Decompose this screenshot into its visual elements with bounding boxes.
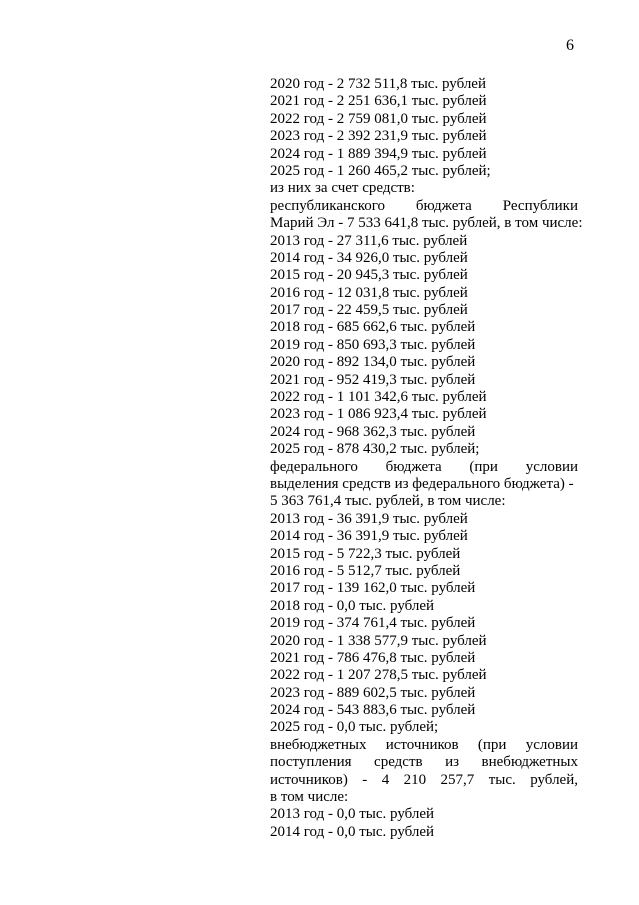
text-line: выделения средств из федерального бюджета) - — [270, 475, 574, 492]
text-line: 2024 год - 1 889 394,9 тыс. рублей — [270, 145, 487, 162]
text-line: 2018 год - 685 662,6 тыс. рублей — [270, 319, 476, 336]
text-line: источников) - 4 210 257,7 тыс. рублей, — [270, 771, 578, 788]
text-line: 2019 год - 374 761,4 тыс. рублей — [270, 615, 476, 632]
text-line: 2017 год - 22 459,5 тыс. рублей — [270, 302, 468, 319]
page-number: 6 — [566, 37, 574, 54]
text-line: 2019 год - 850 693,3 тыс. рублей — [270, 336, 476, 353]
text-line: 2023 год - 889 602,5 тыс. рублей — [270, 684, 476, 701]
text-line: поступления средств из внебюджетных — [270, 754, 578, 771]
text-line: 2020 год - 1 338 577,9 тыс. рублей — [270, 632, 487, 649]
text-line: внебюджетных источников (при условии — [270, 736, 578, 753]
text-line: 2025 год - 0,0 тыс. рублей; — [270, 719, 439, 736]
text-line: 2014 год - 36 391,9 тыс. рублей — [270, 528, 468, 545]
text-line: Марий Эл - 7 533 641,8 тыс. рублей, в том числе: — [270, 215, 583, 232]
text-line: 2014 год - 34 926,0 тыс. рублей — [270, 249, 468, 266]
text-line: 2018 год - 0,0 тыс. рублей — [270, 597, 435, 614]
text-line: 2013 год - 36 391,9 тыс. рублей — [270, 510, 468, 527]
text-line: 2021 год - 2 251 636,1 тыс. рублей — [270, 93, 487, 110]
text-line: 2013 год - 0,0 тыс. рублей — [270, 806, 435, 823]
text-line: 2022 год - 2 759 081,0 тыс. рублей — [270, 110, 487, 127]
text-line: республиканского бюджета Республики — [270, 197, 578, 214]
text-line: 2020 год - 2 732 511,8 тыс. рублей — [270, 76, 486, 92]
text-line: 2023 год - 2 392 231,9 тыс. рублей — [270, 128, 487, 145]
text-line: 2021 год - 952 419,3 тыс. рублей — [270, 371, 476, 388]
text-line: 2020 год - 892 134,0 тыс. рублей — [270, 354, 476, 371]
funding-text-column — [270, 76, 583, 841]
text-line: 2022 год - 1 207 278,5 тыс. рублей — [270, 667, 487, 684]
text-line: 2025 год - 878 430,2 тыс. рублей; — [270, 441, 480, 458]
text-line: из них за счет средств: — [270, 180, 415, 197]
text-line: 2013 год - 27 311,6 тыс. рублей — [270, 232, 468, 249]
text-line: 2021 год - 786 476,8 тыс. рублей — [270, 649, 476, 666]
text-line: 2022 год - 1 101 342,6 тыс. рублей — [270, 389, 487, 406]
text-line: в том числе: — [270, 789, 349, 806]
text-line: 2014 год - 0,0 тыс. рублей — [270, 823, 435, 840]
text-line: 5 363 761,4 тыс. рублей, в том числе: — [270, 493, 506, 510]
text-line: 2016 год - 12 031,8 тыс. рублей — [270, 284, 468, 301]
text-line: 2015 год - 5 722,3 тыс. рублей — [270, 545, 461, 562]
text-line: 2023 год - 1 086 923,4 тыс. рублей — [270, 406, 487, 423]
text-line: 2015 год - 20 945,3 тыс. рублей — [270, 267, 468, 284]
text-line: федерального бюджета (при условии — [270, 458, 578, 475]
text-line: 2017 год - 139 162,0 тыс. рублей — [270, 580, 476, 597]
text-line: 2016 год - 5 512,7 тыс. рублей — [270, 562, 461, 579]
text-line: 2024 год - 543 883,6 тыс. рублей — [270, 702, 476, 719]
text-line: 2024 год - 968 362,3 тыс. рублей — [270, 423, 476, 440]
text-line: 2025 год - 1 260 465,2 тыс. рублей; — [270, 162, 491, 179]
